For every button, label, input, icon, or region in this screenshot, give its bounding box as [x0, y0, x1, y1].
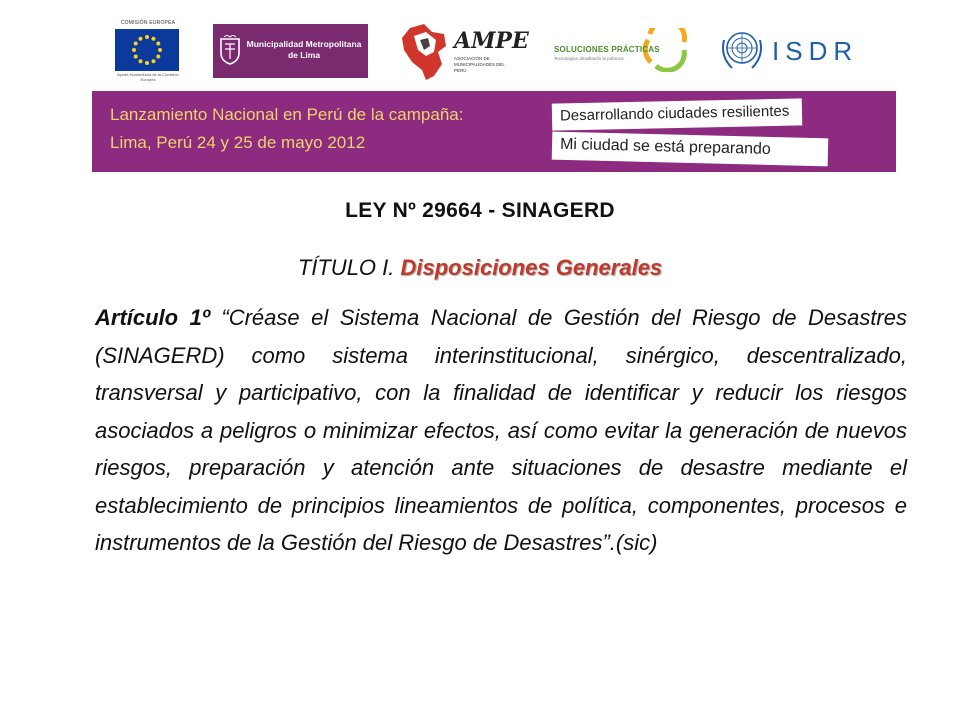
isdr-name: ISDR — [772, 36, 859, 66]
lima-name — [245, 39, 363, 61]
sp-name: SOLUCIONES PRÁCTICAS — [554, 45, 660, 54]
article-body — [95, 299, 907, 562]
eu-caption: COMISIÓN EUROPEA — [120, 20, 176, 26]
banner-tag-preparing — [552, 132, 829, 167]
un-emblem-icon — [718, 26, 766, 74]
lima-name-line1: Municipalidad Metropolitana — [246, 39, 362, 49]
eu-stars-icon — [115, 29, 179, 71]
section-prefix: TÍTULO I. — [297, 255, 401, 280]
banner-tag-preparing-text: Mi ciudad se está preparando — [559, 135, 772, 158]
isdr-logo — [718, 26, 864, 74]
banner-tag-resilient-text: Desarrollando ciudades resilientes — [559, 102, 790, 125]
law-title: LEY Nº 29664 - SINAGERD — [345, 199, 615, 222]
banner-tag-resilient — [552, 98, 803, 130]
article-label: Artículo 1º — [95, 305, 210, 330]
ampe-name: AMPE — [454, 28, 529, 54]
section-name: Disposiciones Generales — [400, 255, 663, 280]
eu-logo — [112, 20, 184, 80]
section-title — [0, 255, 960, 281]
campaign-banner — [92, 91, 896, 172]
article-text: “Créase el Sistema Nacional de Gestión del Riesgo de Desastres (SINAGERD) como sistema interinstitucional, sinérgico, descentralizado, transversal y participativo, con la finalidad de identificar y reducir los riesgos asociados a peligros o minimizar efectos, así como evitar la generación de nuevos riesgos, preparación y atención ante situaciones de desastre mediante el establecimiento de principios lineamientos de política, componentes, procesos e instrumentos de la Gestión del Riesgo de Desastres”.(sic) — [95, 305, 907, 555]
banner-line2: Lima, Perú 24 y 25 de mayo 2012 — [110, 133, 366, 152]
eu-flag-icon — [115, 29, 179, 71]
ampe-logo — [398, 22, 529, 84]
lima-municipality-logo — [213, 24, 368, 78]
ampe-subtitle: ASOCIACIÓN DE MUNICIPALIDADES DEL PERÚ — [454, 56, 505, 73]
lima-crest-icon — [219, 35, 241, 65]
banner-line1: Lanzamiento Nacional en Perú de la campaña: — [110, 105, 464, 124]
soluciones-practicas-logo — [552, 28, 690, 72]
lima-name-line2: de Lima — [287, 50, 321, 60]
peru-map-icon — [398, 22, 454, 84]
eu-caption-bottom: Ayuda Humanitaria de la Comisión Europea — [117, 72, 179, 82]
sp-tagline: Tecnologías desafiando la pobreza — [554, 56, 624, 61]
